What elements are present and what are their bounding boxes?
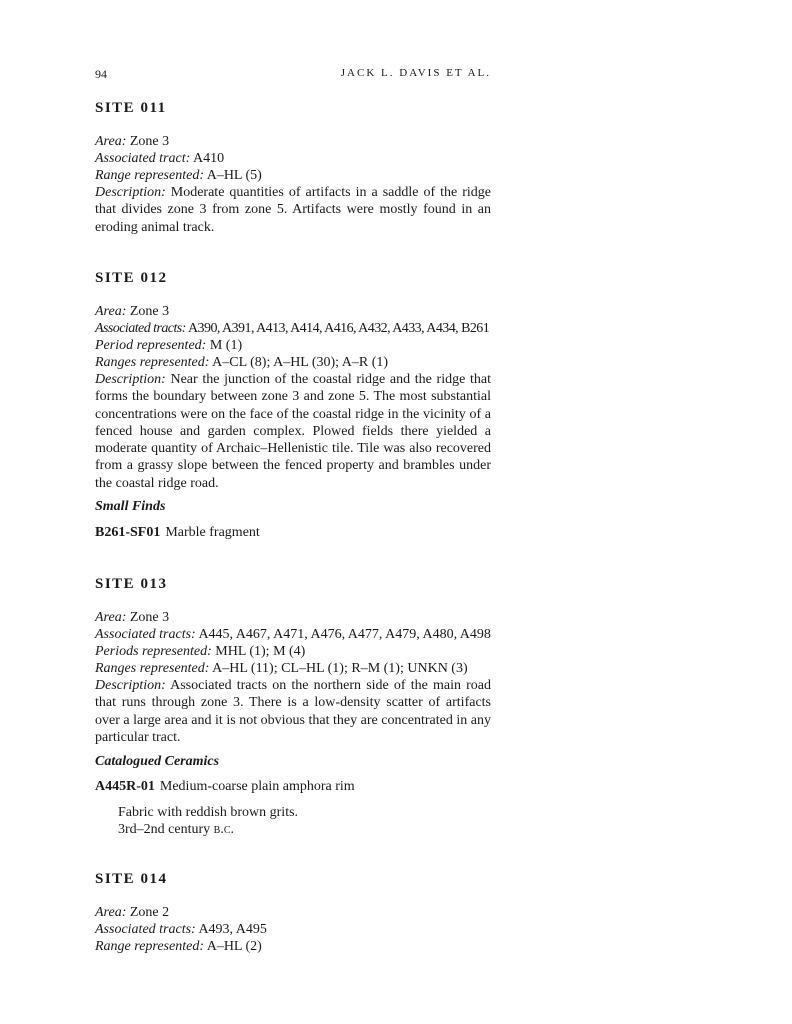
range-label: Range represented: xyxy=(95,939,204,954)
tracts-value: A445, A467, A471, A476, A477, A479, A480, A498 xyxy=(195,627,491,642)
date-prefix: 3rd–2nd century xyxy=(118,822,214,837)
area-line xyxy=(95,303,491,320)
running-head xyxy=(95,67,491,83)
small-finds-section xyxy=(95,498,491,515)
ceramic-line xyxy=(95,778,491,795)
description-text: Near the junction of the coastal ridge and the ridge that forms the boundary between zone 3 and zone 5. The most substantial concentrations were on the face of the coastal ridge in the vicinity of a fenced house and garden complex. Plowed fields there yielded a moderate quantity of Archaic–Hellenistic tile. Tile was also recovered from a grassy slope between the fenced property and brambles under the coastal ridge road. xyxy=(95,372,491,491)
range-line xyxy=(95,938,491,955)
site-012-heading: SITE 012 xyxy=(95,270,168,286)
range-label: Range represented: xyxy=(95,168,204,183)
description-label: Description: xyxy=(95,185,166,200)
tracts-label: Associated tracts: xyxy=(95,321,186,336)
ceramic-description: Medium-coarse plain amphora rim xyxy=(159,779,355,794)
periods-line xyxy=(95,643,491,660)
area-line xyxy=(95,609,491,626)
site-011-details xyxy=(95,133,491,236)
site-013-heading: SITE 013 xyxy=(95,576,168,592)
area-label: Area: xyxy=(95,304,127,319)
period-line xyxy=(95,337,491,354)
description xyxy=(95,371,491,492)
tracts-line xyxy=(95,320,491,337)
tract-value: A410 xyxy=(190,151,225,166)
ranges-value: A–CL (8); A–HL (30); A–R (1) xyxy=(209,355,389,370)
periods-label: Periods represented: xyxy=(95,644,212,659)
small-find-entry xyxy=(95,524,491,541)
area-value: Zone 3 xyxy=(126,134,170,149)
description-label: Description: xyxy=(95,372,166,387)
site-013-heading-block xyxy=(95,575,491,593)
small-find-line xyxy=(95,524,491,541)
site-013-details xyxy=(95,609,491,746)
site-014-heading: SITE 014 xyxy=(95,871,168,887)
tract-label: Associated tract: xyxy=(95,151,191,166)
site-011-heading: SITE 011 xyxy=(95,100,167,116)
area-value: Zone 2 xyxy=(126,905,170,920)
running-head-authors: JACK L. DAVIS ET AL. xyxy=(340,67,491,79)
catalogued-ceramics-heading: Catalogued Ceramics xyxy=(95,754,220,769)
ranges-line xyxy=(95,354,491,371)
area-value: Zone 3 xyxy=(126,610,170,625)
range-line xyxy=(95,167,491,184)
description-text: Moderate quantities of artifacts in a saddle of the ridge that divides zone 3 from zone 5. Artifacts were mostly found in an eroding animal track. xyxy=(95,185,491,235)
range-value: A–HL (2) xyxy=(203,939,262,954)
site-011-heading-block xyxy=(95,99,491,117)
tracts-label: Associated tracts: xyxy=(95,922,196,937)
ranges-line xyxy=(95,660,491,677)
ranges-label: Ranges represented: xyxy=(95,355,210,370)
period-value: M (1) xyxy=(206,338,243,353)
area-value: Zone 3 xyxy=(126,304,170,319)
ceramic-id: A445R-01 xyxy=(95,779,155,794)
ceramic-entry xyxy=(95,778,491,795)
tracts-line xyxy=(95,921,491,938)
description xyxy=(95,184,491,236)
small-find-id: B261-SF01 xyxy=(95,525,161,540)
description xyxy=(95,677,491,746)
tracts-line xyxy=(95,626,491,643)
tracts-value: A493, A495 xyxy=(195,922,267,937)
area-label: Area: xyxy=(95,134,127,149)
period-label: Period represented: xyxy=(95,338,207,353)
site-012-details xyxy=(95,303,491,492)
site-012-heading-block xyxy=(95,269,491,287)
date-line xyxy=(118,821,514,838)
tracts-value: A390, A391, A413, A414, A416, A432, A433, A434, B261 xyxy=(185,321,490,336)
area-line xyxy=(95,904,491,921)
catalogued-ceramics-section xyxy=(95,753,491,770)
area-line xyxy=(95,133,491,150)
area-label: Area: xyxy=(95,610,127,625)
small-finds-heading: Small Finds xyxy=(95,499,166,514)
tract-line xyxy=(95,150,491,167)
date-era: b.c. xyxy=(213,822,234,837)
ceramic-details xyxy=(95,804,514,838)
description-text: Associated tracts on the northern side of the main road that runs through zone 3. There is a low-density scatter of artifacts over a large area and it is not obvious that they are concentrated in any particular tract. xyxy=(95,678,491,745)
site-014-details xyxy=(95,904,491,955)
site-014-heading-block xyxy=(95,870,491,888)
ranges-label: Ranges represented: xyxy=(95,661,210,676)
area-label: Area: xyxy=(95,905,127,920)
periods-value: MHL (1); M (4) xyxy=(211,644,306,659)
fabric-line: Fabric with reddish brown grits. xyxy=(118,805,299,820)
ranges-value: A–HL (11); CL–HL (1); R–M (1); UNKN (3) xyxy=(209,661,468,676)
description-label: Description: xyxy=(95,678,166,693)
small-find-description: Marble fragment xyxy=(165,525,260,540)
range-value: A–HL (5) xyxy=(203,168,262,183)
page-number: 94 xyxy=(95,67,107,81)
tracts-label: Associated tracts: xyxy=(95,627,196,642)
